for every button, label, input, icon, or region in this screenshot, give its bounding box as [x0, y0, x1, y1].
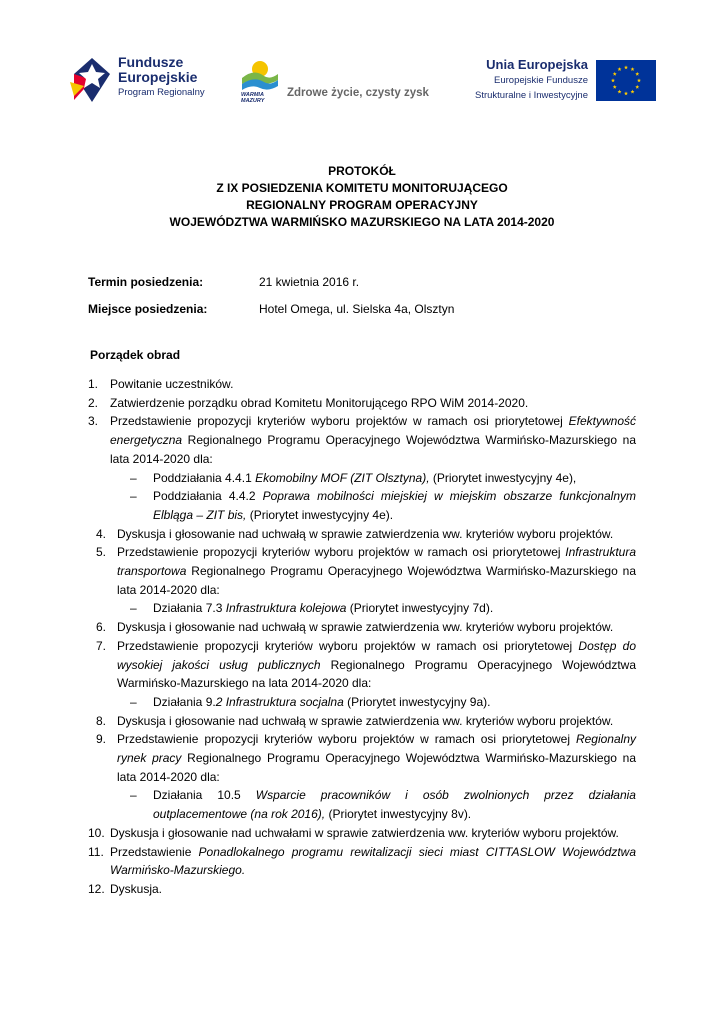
- agenda-subitem-text: [153, 786, 636, 823]
- agenda-item-text: [117, 637, 636, 693]
- agenda-item: [0, 543, 724, 599]
- agenda-item: [0, 375, 724, 394]
- italic-text: Wsparcie pracowników i osób zwolnionych przez działania outplacementowe (na rok 2016),: [153, 788, 636, 822]
- agenda-item-number: 10.: [88, 825, 105, 840]
- agenda-item-number: 6.: [96, 620, 107, 635]
- text-segment: Dyskusja i głosowanie nad uchwałą w sprawie zatwierdzenia ww. kryteriów wyboru projektów.: [117, 526, 614, 541]
- agenda-subitem: [0, 599, 724, 618]
- eu-sub-line2: Strukturalne i Inwestycyjne: [475, 90, 588, 101]
- agenda-item-text: [110, 412, 636, 468]
- meeting-date-value: 21 kwietnia 2016 r.: [259, 275, 360, 289]
- header-logos: [70, 54, 658, 108]
- eu-sub-line1: Europejskie Fundusze: [494, 75, 588, 86]
- italic-text: Infrastruktura kolejowa: [225, 601, 347, 616]
- text-segment: Przedstawienie: [110, 844, 199, 859]
- text-segment: (Priorytet inwestycyjny 4e),: [429, 470, 577, 485]
- text-segment: Regionalnego Programu Operacyjnego Województwa Warmińsko-Mazurskiego na lata 2014-2020 dla:: [117, 564, 636, 597]
- dash-bullet-icon: –: [130, 470, 137, 485]
- agenda-item: [0, 730, 724, 786]
- text-segment: Działania 9.: [153, 694, 216, 709]
- italic-text: 2 Infrastruktura socjalna: [215, 694, 344, 709]
- italic-text: Poprawa mobilności miejskiej w miejskim obszarze funkcjonalnym Elbląga – ZIT bis,: [153, 489, 636, 522]
- agenda-item: [0, 824, 724, 843]
- agenda-item-text: [117, 543, 636, 599]
- text-segment: Przedstawienie propozycji kryteriów wyboru projektów w ramach osi priorytetowej: [110, 414, 569, 429]
- text-segment: Przedstawienie propozycji kryteriów wyboru projektów w ramach osi priorytetowej: [117, 545, 566, 560]
- agenda-item-number: 9.: [96, 732, 107, 747]
- slogan: Zdrowe życie, czysty zysk: [287, 87, 429, 99]
- text-segment: Przedstawienie propozycji kryteriów wyboru projektów w ramach osi priorytetowej: [117, 732, 576, 747]
- wm-logo-text2: MAZURY: [241, 98, 265, 102]
- agenda-item-text: [110, 394, 636, 413]
- agenda-item-number: 11.: [88, 844, 104, 859]
- text-segment: Zatwierdzenie porządku obrad Komitetu Monitorującego RPO WiM 2014-2020.: [110, 395, 529, 410]
- text-segment: Dyskusja i głosowanie nad uchwałą w sprawie zatwierdzenia ww. kryteriów wyboru projektów.: [117, 620, 614, 635]
- text-segment: Dyskusja i głosowanie nad uchwałami w sprawie zatwierdzenia ww. kryteriów wyboru projektów.: [110, 825, 619, 840]
- text-segment: (Priorytet inwestycyjny 4e).: [246, 507, 394, 522]
- fe-logo-line3: Program Regionalny: [118, 87, 205, 98]
- agenda-item-text: [117, 730, 636, 786]
- agenda-item-number: 8.: [96, 713, 107, 728]
- italic-text: Efektywność energetyczna: [110, 414, 636, 448]
- italic-text: Ekomobilny MOF (ZIT Olsztyna),: [255, 470, 430, 485]
- title-line3: REGIONALNY PROGRAM OPERACYJNY: [246, 198, 478, 212]
- agenda-item-text: [117, 712, 636, 731]
- agenda-subitem: [0, 786, 724, 823]
- eu-title: Unia Europejska: [486, 57, 588, 72]
- meeting-date-label: Termin posiedzenia:: [88, 275, 204, 289]
- agenda-item: [0, 880, 724, 899]
- agenda-subitem: [0, 487, 724, 524]
- agenda-item: [0, 394, 724, 413]
- text-segment: Poddziałania 4.4.1: [153, 470, 256, 485]
- agenda-subitem-text: [153, 599, 636, 618]
- italic-text: Ponadlokalnego programu rewitalizacji sieci miast CITTASLOW Województwa Warmińsko-Mazurskiego.: [110, 844, 636, 878]
- agenda-item-number: 4.: [96, 526, 107, 541]
- agenda-item-number: 12.: [88, 881, 105, 896]
- agenda-item-text: [117, 618, 636, 637]
- title-line1: PROTOKÓŁ: [328, 164, 396, 178]
- agenda-subitem: [0, 469, 724, 488]
- eu-logo-text: [462, 58, 588, 101]
- text-segment: Powitanie uczestników.: [110, 377, 234, 391]
- agenda-item: [0, 525, 724, 544]
- fe-star-icon: [70, 56, 114, 104]
- italic-text: Regionalny rynek pracy: [117, 732, 636, 766]
- text-segment: Działania 10.5: [153, 788, 256, 803]
- text-segment: Dyskusja.: [110, 881, 163, 896]
- text-segment: Dyskusja i głosowanie nad uchwałą w sprawie zatwierdzenia ww. kryteriów wyboru projektów.: [117, 713, 614, 728]
- dash-bullet-icon: –: [130, 788, 137, 803]
- agenda-item-text: [110, 843, 636, 880]
- title-line4: WOJEWÓDZTWA WARMIŃSKO MAZURSKIEGO NA LATA 2014-2020: [169, 215, 555, 229]
- fe-logo-line1: Fundusze: [118, 54, 184, 70]
- meeting-place-value: Hotel Omega, ul. Sielska 4a, Olsztyn: [259, 302, 455, 316]
- text-segment: Regionalnego Programu Operacyjnego Województwa Warmińsko-Mazurskiego na lata 2014-2020 dla:: [117, 751, 636, 784]
- fe-logo-text: [118, 55, 205, 98]
- dash-bullet-icon: –: [130, 601, 137, 616]
- agenda-subitem-text: [153, 693, 636, 712]
- agenda-item-text: [110, 824, 636, 843]
- fundusze-europejskie-logo: [70, 54, 205, 106]
- text-segment: (Priorytet inwestycyjny 7d).: [346, 601, 494, 616]
- text-segment: (Priorytet inwestycyjny 8v).: [325, 807, 472, 822]
- warmia-mazury-logo: [238, 58, 282, 102]
- italic-text: Infrastruktura transportowa: [117, 545, 636, 579]
- eu-flag-icon: [596, 60, 656, 101]
- agenda-heading: Porządek obrad: [90, 348, 181, 362]
- agenda-item-number: 2.: [88, 395, 99, 410]
- agenda-subitem-text: [153, 469, 636, 488]
- agenda-item-text: [117, 525, 636, 544]
- agenda-subitem-text: [153, 487, 636, 524]
- text-segment: Poddziałania 4.4.2: [153, 489, 263, 504]
- agenda-item-number: 7.: [96, 638, 107, 653]
- text-segment: Regionalnego Programu Operacyjnego Województwa Warmińsko-Mazurskiego na lata 2014-2020 dla:: [110, 433, 636, 466]
- agenda-item-number: 3.: [88, 414, 99, 429]
- document-title: [0, 163, 724, 231]
- agenda-item-number: 1.: [88, 377, 99, 391]
- dash-bullet-icon: –: [130, 489, 137, 504]
- agenda-item: [0, 637, 724, 693]
- agenda-item: [0, 843, 724, 880]
- italic-text: Dostęp do wysokiej jakości usług publicznych: [117, 638, 637, 672]
- agenda-item-number: 5.: [96, 545, 107, 560]
- agenda-subitem: [0, 693, 724, 712]
- wm-logo-text1: WARMIA: [241, 92, 264, 98]
- text-segment: Przedstawienie propozycji kryteriów wyboru projektów w ramach osi priorytetowej: [117, 638, 579, 653]
- text-segment: Regionalnego Programu Operacyjnego Województwa Warmińsko-Mazurskiego na lata 2014-2020 dla:: [117, 657, 636, 691]
- title-line2: Z IX POSIEDZENIA KOMITETU MONITORUJĄCEGO: [216, 181, 508, 195]
- dash-bullet-icon: –: [130, 694, 137, 709]
- agenda-item: [0, 618, 724, 637]
- agenda-item-text: [110, 880, 636, 899]
- agenda-item-text: [110, 375, 636, 394]
- fe-logo-line2: Europejskie: [118, 69, 198, 85]
- agenda-list: [0, 375, 724, 899]
- agenda-item: [0, 712, 724, 731]
- meeting-place-label: Miejsce posiedzenia:: [88, 302, 208, 316]
- text-segment: Działania 7.3: [153, 601, 226, 616]
- agenda-item: [0, 412, 724, 468]
- text-segment: (Priorytet inwestycyjny 9a).: [343, 694, 491, 709]
